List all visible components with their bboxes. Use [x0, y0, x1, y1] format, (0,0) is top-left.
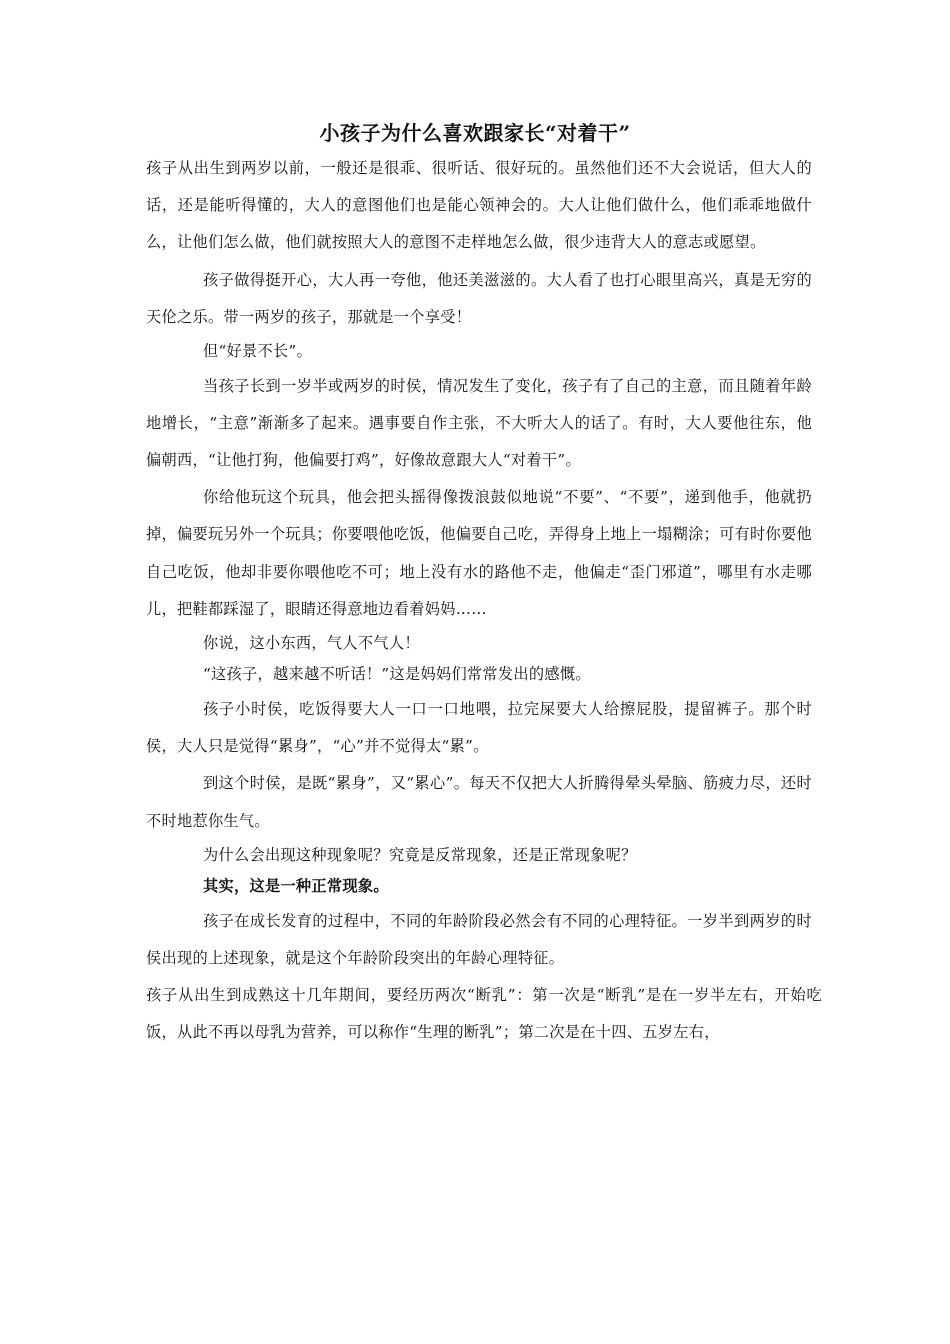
paragraph-11: 其实，这是一种正常现象。: [203, 877, 389, 896]
paragraph-2: 孩子做得挺开心，大人再一夸他，他还美滋滋的。大人看了也打心眼里高兴，真是无穷的天伦之乐。带一两岁的孩子，那就是一个享受！: [146, 270, 812, 326]
paragraph-4: 当孩子长到一岁半或两岁的时侯，情况发生了变化，孩子有了自己的主意，而且随着年龄地增长，“主意”渐渐多了起来。遇事要自作主张，不大听大人的话了。有时，大人要他往东，他偏朝西，“让他打狗，他偏要打鸡”，好像故意跟大人“对着干”。: [146, 376, 812, 469]
document-title: 小孩子为什么喜欢跟家长“对着干”: [319, 121, 631, 145]
paragraph-10: 为什么会出现这种现象呢？究竟是反常现象，还是正常现象呢？: [203, 845, 637, 864]
paragraph-5: 你给他玩这个玩具，他会把头摇得像拨浪鼓似地说“不要”、“不要”，递到他手，他就扔掉，偏要玩另外一个玩具；你要喂他吃饭，他偏要自己吃，弄得身上地上一塌糊涂；可有时你要他自己吃饭，他却非要你喂他吃不可；地上没有水的路他不走，他偏走“歪门邪道”，哪里有水走哪儿，把鞋都踩湿了，眼睛还得意地边看着妈妈……: [146, 488, 812, 618]
paragraph-13: 孩子从出生到成熟这十几年期间，要经历两次“断乳”：第一次是“断乳”是在一岁半左右，开始吃饭，从此不再以母乳为营养，可以称作“生理的断乳”；第二次是在十四、五岁左右，: [146, 986, 822, 1042]
paragraph-7: “这孩子，越来越不听话！”这是妈妈们常常发出的感慨。: [203, 665, 591, 684]
paragraph-12: 孩子在成长发育的过程中，不同的年龄阶段必然会有不同的心理特征。一岁半到两岁的时侯出现的上述现象，就是这个年龄阶段突出的年龄心理特征。: [146, 911, 812, 967]
paragraph-3: 但“好景不长”。: [203, 342, 313, 361]
paragraph-6: 你说，这小东西，气人不气人！: [203, 633, 420, 652]
paragraph-9: 到这个时侯，是既“累身”，又“累心”。每天不仅把大人折腾得晕头晕脑、筋疲力尽，还时不时地惹你生气。: [146, 774, 812, 830]
paragraph-1: 孩子从出生到两岁以前，一般还是很乖、很听话、很好玩的。虽然他们还不大会说话，但大人的话，还是能听得懂的，大人的意图他们也是能心领神会的。大人让他们做什么，他们乖乖地做什么，让他们怎么做，他们就按照大人的意图不走样地怎么做，很少违背大人的意志或愿望。: [146, 159, 812, 252]
paragraph-8: 孩子小时侯，吃饭得要大人一口一口地喂，拉完屎要大人给擦屁股，提留裤子。那个时侯，大人只是觉得“累身”，“心”并不觉得太“累”。: [146, 699, 812, 756]
document-body: [146, 150, 822, 1052]
